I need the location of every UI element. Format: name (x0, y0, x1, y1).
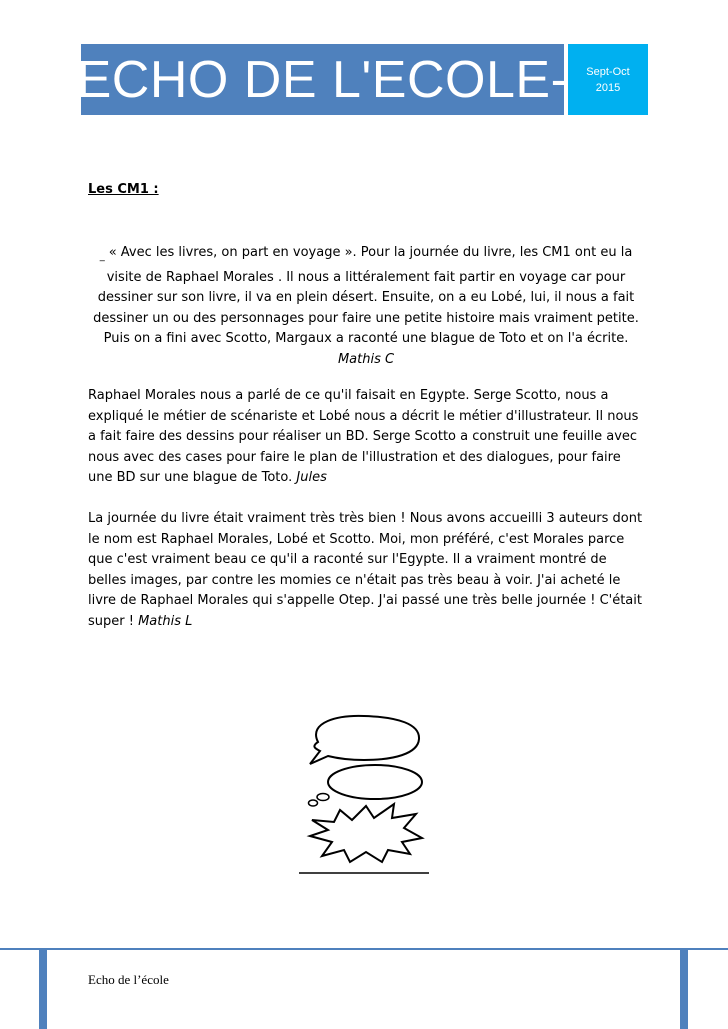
footer-left-bar (39, 950, 47, 1029)
article-paragraph (88, 386, 644, 489)
speech-bubbles-illustration (298, 712, 430, 877)
issue-date-box (568, 44, 648, 115)
article-paragraph (88, 243, 644, 370)
page-footer (0, 948, 728, 1029)
footer-text: Echo de l’école (88, 972, 169, 987)
article-text: Raphael Morales nous a parlé de ce qu'il faisait en Egypte. Serge Scotto, nous a expliqué le métier de scénariste et Lobé nous a décrit le métier d'illustrateur. Il nous a fait faire des dessins pour réaliser un BD. Serge Scotto a construit une feuille avec nous avec des cases pour faire le plan de l'illustration et des dialogues, pour faire une BD sur une blague de Toto. (88, 388, 639, 485)
issue-date-months: Sept-Oct (586, 65, 630, 78)
article-text: La journée du livre était vraiment très très bien ! Nous avons accueilli 3 auteurs dont le nom est Raphael Morales, Lobé et Scotto. Moi, mon préféré, c'est Morales parce que c'est vraiment beau ce qu'il a raconté sur l'Egypte. Il a vraiment montré de belles images, par contre les momies ce n'était pas très beau à voir. J'ai acheté le livre de Raphael Morales qui s'appelle Otep. J'ai passé une très belle journée ! C'était super ! (88, 511, 643, 629)
article-author: Jules (296, 470, 327, 485)
article-paragraph (88, 509, 644, 632)
issue-date-year: 2015 (595, 81, 621, 94)
leading-dash: _ (99, 251, 105, 262)
footer-divider (0, 948, 728, 950)
shout-bubble-icon (310, 804, 422, 862)
thought-bubble-icon (328, 765, 422, 799)
masthead-box (76, 44, 569, 115)
footer-right-bar (680, 950, 688, 1029)
page-header (76, 44, 648, 115)
article-author: Mathis C (337, 351, 395, 367)
article-author: Mathis L (138, 613, 193, 629)
article-text: « Avec les livres, on part en voyage ». Pour la journée du livre, les CM1 ont eu la visite de Raphael Morales . Il nous a littéralement fait partir en voyage car pour dessiner sur son livre, il va en plein désert. Ensuite, on a eu Lobé, lui, il nous a fait dessiner un ou des personnages pour faire une petite histoire mais vraiment petite. Puis on a fini avec Scotto, Margaux a raconté une blague de Toto et on l'a écrite. (93, 245, 639, 346)
section-heading: Les CM1 : (88, 182, 159, 197)
speech-bubble-icon (310, 716, 419, 764)
masthead-title: ECHO DE L'ECOLE- (76, 50, 569, 109)
